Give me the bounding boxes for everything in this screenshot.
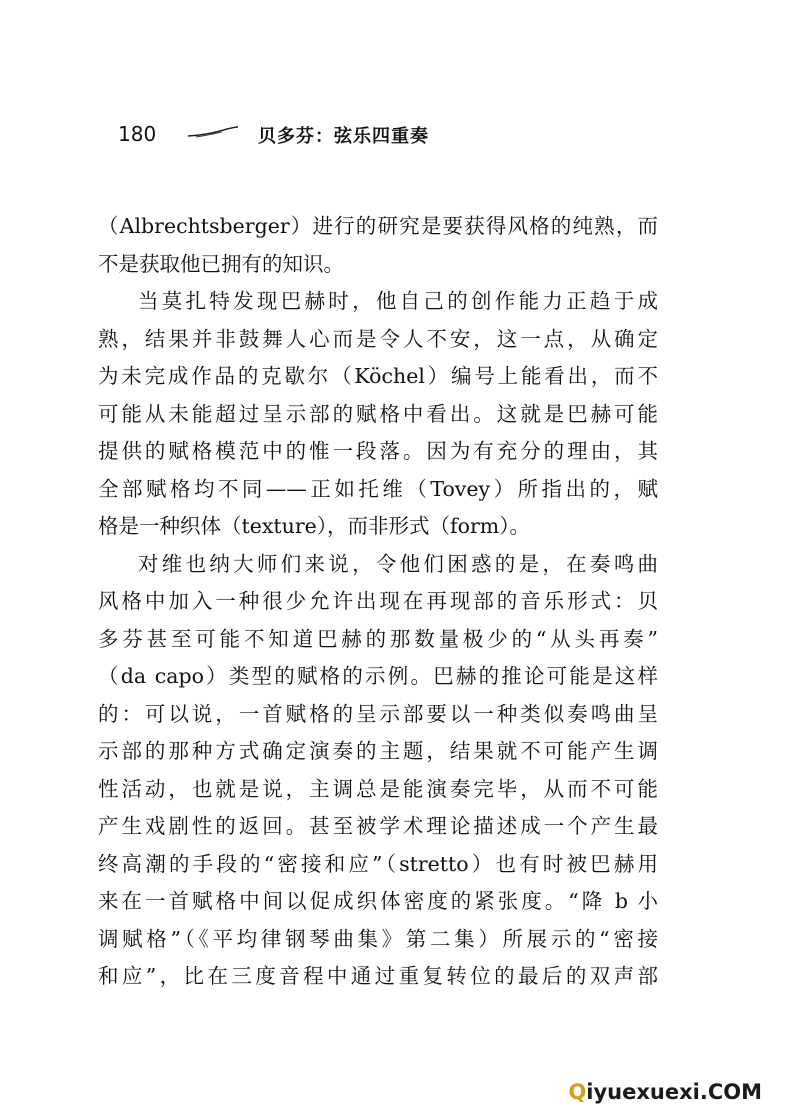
text-line: 产生戏剧性的返回。甚至被学术理论描述成一个产生最 — [98, 814, 658, 838]
text-line: （da capo）类型的赋格的示例。巴赫的推论可能是这样 — [98, 664, 658, 688]
text-line: 来在一首赋格中间以促成织体密度的紧张度。“降 b 小 — [98, 889, 658, 913]
text-line: 调赋格”（《平均律钢琴曲集》第二集）所展示的“密接 — [98, 926, 658, 951]
page-header — [118, 122, 678, 150]
text-line: 性活动，也就是说，主调总是能演奏完毕，从而不可能 — [98, 776, 658, 801]
text-line: 格是一种织体（texture），而非形式（form）。 — [98, 514, 530, 538]
text-line: 对维也纳大师们来说，令他们困惑的是，在奏鸣曲 — [138, 551, 658, 576]
text-line: 风格中加入一种很少允许出现在再现部的音乐形式：贝 — [98, 589, 658, 613]
text-line: （Albrechtsberger）进行的研究是要获得风格的纯熟，而 — [98, 214, 658, 238]
watermark-text: iyuexuexi.COM — [586, 1080, 762, 1104]
text-line: 为未完成作品的克歇尔（Köchel）编号上能看出，而不 — [98, 364, 658, 388]
site-watermark — [568, 1080, 762, 1104]
text-line: 多芬甚至可能不知道巴赫的那数量极少的“从头再奏” — [98, 626, 658, 651]
text-line: 可能从未能超过呈示部的赋格中看出。这就是巴赫可能 — [98, 401, 658, 426]
text-line: 的：可以说，一首赋格的呈示部要以一种类似奏鸣曲呈 — [98, 701, 658, 726]
text-line: 提供的赋格模范中的惟一段落。因为有充分的理由，其 — [98, 439, 658, 463]
text-line: 终高潮的手段的“密接和应”（stretto）也有时被巴赫用 — [98, 851, 658, 876]
text-line: 不是获取他已拥有的知识。 — [98, 251, 344, 276]
page-number: 180 — [118, 122, 157, 146]
running-title: 贝多芬：弦乐四重奏 — [258, 126, 429, 147]
body-text — [98, 208, 658, 996]
ornament-icon — [186, 126, 240, 138]
text-line: 全部赋格均不同——正如托维（Tovey）所指出的，赋 — [98, 476, 658, 501]
text-line: 示部的那种方式确定演奏的主题，结果就不可能产生调 — [98, 739, 658, 763]
text-line: 和应”，比在三度音程中通过重复转位的最后的双声部 — [98, 964, 658, 988]
text-line: 当莫扎特发现巴赫时，他自己的创作能力正趋于成 — [138, 289, 658, 313]
watermark-prefix: Q — [568, 1080, 587, 1104]
text-line: 熟，结果并非鼓舞人心而是令人不安，这一点，从确定 — [98, 326, 658, 351]
